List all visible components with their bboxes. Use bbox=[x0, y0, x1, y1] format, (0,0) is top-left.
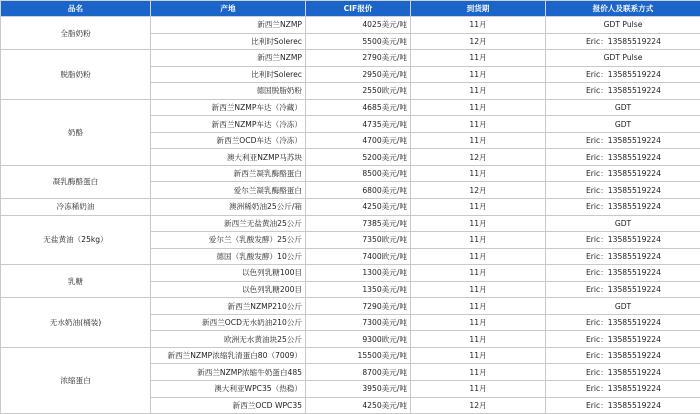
delivery-cell: 11月 bbox=[411, 364, 546, 381]
contact-cell: Eric：13585519224 bbox=[546, 281, 700, 298]
origin-cell: 以色列乳糖100目 bbox=[151, 265, 306, 282]
origin-cell: 比利时Solerec bbox=[151, 33, 306, 50]
cif-price-cell: 9300欧元/吨 bbox=[306, 331, 411, 348]
delivery-cell: 11月 bbox=[411, 314, 546, 331]
delivery-cell: 11月 bbox=[411, 265, 546, 282]
origin-cell: 澳大利亚WPC35（热稳） bbox=[151, 381, 306, 398]
cif-price-cell: 7400欧元/吨 bbox=[306, 248, 411, 265]
table-row bbox=[1, 298, 700, 315]
delivery-cell: 11月 bbox=[411, 66, 546, 83]
product-category-cell: 冷冻稀奶油 bbox=[1, 199, 151, 216]
table-row bbox=[1, 17, 700, 34]
contact-cell: Eric：13585519224 bbox=[546, 331, 700, 348]
origin-cell: 新西兰OCD无水奶油210公斤 bbox=[151, 314, 306, 331]
delivery-cell: 12月 bbox=[411, 397, 546, 414]
contact-cell: Eric：13585519224 bbox=[546, 364, 700, 381]
contact-cell: GDT Pulse bbox=[546, 17, 700, 34]
table-row bbox=[1, 199, 700, 216]
header-row bbox=[1, 1, 700, 17]
cif-price-cell: 7385美元/吨 bbox=[306, 215, 411, 232]
header-product-name: 品名 bbox=[1, 1, 151, 17]
origin-cell: 新西兰NZMP浓缩乳清蛋白80（7009） bbox=[151, 347, 306, 364]
cif-price-cell: 2550欧元/吨 bbox=[306, 83, 411, 100]
origin-cell: 新西兰NZMP浓缩牛奶蛋白485 bbox=[151, 364, 306, 381]
delivery-cell: 11月 bbox=[411, 248, 546, 265]
cif-price-cell: 2950美元/吨 bbox=[306, 66, 411, 83]
origin-cell: 新西兰OCD WPC35 bbox=[151, 397, 306, 414]
product-category-cell: 浓缩蛋白 bbox=[1, 347, 151, 413]
contact-cell: Eric：13585519224 bbox=[546, 265, 700, 282]
origin-cell: 比利时Solerec bbox=[151, 66, 306, 83]
delivery-cell: 11月 bbox=[411, 281, 546, 298]
table-row bbox=[1, 347, 700, 364]
product-category-cell: 脱脂奶粉 bbox=[1, 50, 151, 100]
origin-cell: 新西兰NZMP bbox=[151, 17, 306, 34]
product-category-cell: 凝乳酶酪蛋白 bbox=[1, 165, 151, 198]
product-category-cell: 全脂奶粉 bbox=[1, 17, 151, 50]
cif-price-cell: 8500美元/吨 bbox=[306, 165, 411, 182]
delivery-cell: 12月 bbox=[411, 149, 546, 166]
delivery-cell: 11月 bbox=[411, 298, 546, 315]
delivery-cell: 12月 bbox=[411, 182, 546, 199]
cif-price-cell: 4735美元/吨 bbox=[306, 116, 411, 133]
cif-price-cell: 5200美元/吨 bbox=[306, 149, 411, 166]
origin-cell: 新西兰NZMP车达（冷藏） bbox=[151, 99, 306, 116]
cif-price-cell: 8700美元/吨 bbox=[306, 364, 411, 381]
delivery-cell: 11月 bbox=[411, 132, 546, 149]
origin-cell: 澳大利亚NZMP马苏块 bbox=[151, 149, 306, 166]
contact-cell: Eric：13585519224 bbox=[546, 232, 700, 249]
delivery-cell: 11月 bbox=[411, 215, 546, 232]
table-row bbox=[1, 99, 700, 116]
contact-cell: GDT bbox=[546, 215, 700, 232]
origin-cell: 德国（乳酸发酵）10公斤 bbox=[151, 248, 306, 265]
delivery-cell: 11月 bbox=[411, 165, 546, 182]
cif-price-cell: 1350美元/吨 bbox=[306, 281, 411, 298]
delivery-cell: 11月 bbox=[411, 199, 546, 216]
delivery-cell: 11月 bbox=[411, 331, 546, 348]
table-row bbox=[1, 265, 700, 282]
origin-cell: 爱尔兰（乳酸发酵）25公斤 bbox=[151, 232, 306, 249]
contact-cell: GDT Pulse bbox=[546, 50, 700, 67]
table-body bbox=[1, 17, 700, 414]
cif-price-cell: 4700美元/吨 bbox=[306, 132, 411, 149]
cif-price-cell: 5500美元/吨 bbox=[306, 33, 411, 50]
product-category-cell: 无水奶油(桶装) bbox=[1, 298, 151, 348]
contact-cell: Eric：13585519224 bbox=[546, 132, 700, 149]
origin-cell: 新西兰凝乳酶酪蛋白 bbox=[151, 165, 306, 182]
cif-price-cell: 7350欧元/吨 bbox=[306, 232, 411, 249]
table-header bbox=[1, 1, 700, 17]
table-row bbox=[1, 215, 700, 232]
product-category-cell: 无盐黄油（25kg） bbox=[1, 215, 151, 265]
header-origin: 产地 bbox=[151, 1, 306, 17]
origin-cell: 新西兰NZMP bbox=[151, 50, 306, 67]
origin-cell: 德国脱脂奶粉 bbox=[151, 83, 306, 100]
header-contact: 报价人及联系方式 bbox=[546, 1, 700, 17]
origin-cell: 新西兰OCD车达（冷冻） bbox=[151, 132, 306, 149]
contact-cell: Eric：13585519224 bbox=[546, 381, 700, 398]
delivery-cell: 11月 bbox=[411, 99, 546, 116]
contact-cell: Eric：13585519224 bbox=[546, 314, 700, 331]
origin-cell: 新西兰无盐黄油25公斤 bbox=[151, 215, 306, 232]
contact-cell: Eric：13585519224 bbox=[546, 66, 700, 83]
contact-cell: Eric：13585519224 bbox=[546, 397, 700, 414]
delivery-cell: 11月 bbox=[411, 381, 546, 398]
contact-cell: Eric：13585519224 bbox=[546, 83, 700, 100]
delivery-cell: 11月 bbox=[411, 17, 546, 34]
table-row bbox=[1, 50, 700, 67]
cif-price-cell: 3950美元/吨 bbox=[306, 381, 411, 398]
cif-price-cell: 4250美元/吨 bbox=[306, 397, 411, 414]
contact-cell: Eric：13585519224 bbox=[546, 149, 700, 166]
cif-price-cell: 2790美元/吨 bbox=[306, 50, 411, 67]
product-category-cell: 奶酪 bbox=[1, 99, 151, 165]
origin-cell: 新西兰NZMP车达（冷冻） bbox=[151, 116, 306, 133]
delivery-cell: 11月 bbox=[411, 347, 546, 364]
contact-cell: Eric：13585519224 bbox=[546, 182, 700, 199]
header-delivery: 到货期 bbox=[411, 1, 546, 17]
origin-cell: 新西兰NZMP210公斤 bbox=[151, 298, 306, 315]
product-category-cell: 乳糖 bbox=[1, 265, 151, 298]
cif-price-cell: 1300美元/吨 bbox=[306, 265, 411, 282]
contact-cell: Eric：13585519224 bbox=[546, 347, 700, 364]
contact-cell: Eric：13585519224 bbox=[546, 165, 700, 182]
contact-cell: Eric：13585519224 bbox=[546, 199, 700, 216]
origin-cell: 爱尔兰凝乳酶酪蛋白 bbox=[151, 182, 306, 199]
delivery-cell: 11月 bbox=[411, 232, 546, 249]
origin-cell: 澳洲稀奶油25公斤/箱 bbox=[151, 199, 306, 216]
cif-price-cell: 4685美元/吨 bbox=[306, 99, 411, 116]
contact-cell: GDT bbox=[546, 298, 700, 315]
contact-cell: GDT bbox=[546, 99, 700, 116]
contact-cell: Eric：13585519224 bbox=[546, 33, 700, 50]
contact-cell: Eric：13585519224 bbox=[546, 248, 700, 265]
cif-price-cell: 7300美元/吨 bbox=[306, 314, 411, 331]
cif-price-cell: 4025美元/吨 bbox=[306, 17, 411, 34]
origin-cell: 以色列乳糖200目 bbox=[151, 281, 306, 298]
cif-price-cell: 6800美元/吨 bbox=[306, 182, 411, 199]
delivery-cell: 11月 bbox=[411, 116, 546, 133]
delivery-cell: 11月 bbox=[411, 50, 546, 67]
contact-cell: GDT bbox=[546, 116, 700, 133]
header-cif-price: CIF报价 bbox=[306, 1, 411, 17]
cif-price-cell: 15500美元/吨 bbox=[306, 347, 411, 364]
cif-price-cell: 4250美元/吨 bbox=[306, 199, 411, 216]
table-row bbox=[1, 165, 700, 182]
delivery-cell: 11月 bbox=[411, 83, 546, 100]
delivery-cell: 12月 bbox=[411, 33, 546, 50]
cif-price-cell: 7290美元/吨 bbox=[306, 298, 411, 315]
origin-cell: 欧洲无水黄油块25公斤 bbox=[151, 331, 306, 348]
